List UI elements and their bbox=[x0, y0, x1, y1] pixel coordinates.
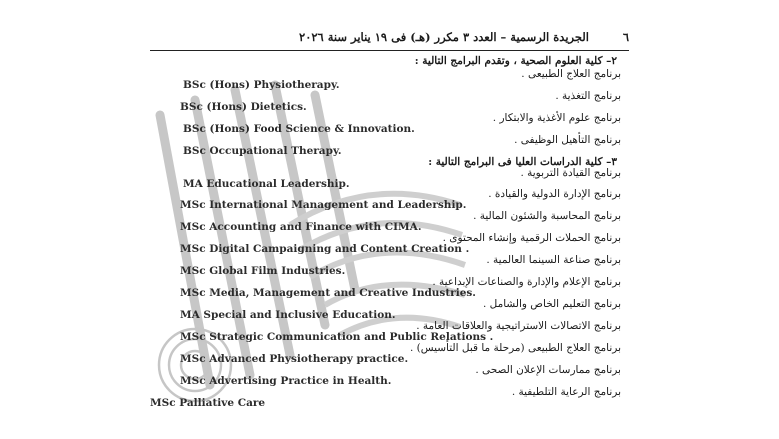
program-name-en: MA Educational Leadership. bbox=[183, 178, 350, 190]
program-name-en: BSc (Hons) Food Science & Innovation. bbox=[183, 123, 415, 135]
program-name-ar: برنامج العلاج الطبيعى (مرحلة ما قبل التأسيس) . bbox=[409, 342, 621, 354]
page-number: ٦ bbox=[622, 30, 629, 44]
program-name-ar: برنامج التعليم الخاص والشامل . bbox=[482, 298, 621, 310]
header-rule bbox=[150, 50, 629, 51]
program-name-en: MSc Advanced Physiotherapy practice. bbox=[180, 353, 409, 365]
section-heading: ٢– كلية العلوم الصحية ، وتقدم البرامج التالية : bbox=[414, 55, 617, 67]
program-name-en: BSc (Hons) Dietetics. bbox=[180, 101, 307, 113]
program-name-ar: برنامج الحملات الرقمية وإنشاء المحتوى . bbox=[442, 232, 621, 244]
program-name-ar: برنامج الإعلام والإدارة والصناعات الإبداعية . bbox=[432, 276, 621, 288]
program-name-en: BSc Occupational Therapy. bbox=[183, 145, 342, 157]
program-name-ar: برنامج التغذية . bbox=[555, 90, 621, 102]
program-name-ar: برنامج الاتصالات الاستراتيجية والعلاقات العامة . bbox=[416, 320, 621, 332]
gazette-title: الجريدة الرسمية – العدد ٣ مكرر (هـ) فى ١٩ يناير سنة ٢٠٢٦ bbox=[299, 30, 589, 44]
program-name-en: MSc Accounting and Finance with CIMA. bbox=[180, 221, 422, 233]
program-name-en: MA Special and Inclusive Education. bbox=[180, 309, 396, 321]
program-name-en: MSc Strategic Communication and Public Relations . bbox=[180, 331, 494, 343]
program-name-en: BSc (Hons) Physiotherapy. bbox=[183, 79, 340, 91]
program-name-en: MSc International Management and Leadership. bbox=[180, 199, 467, 211]
program-name-en: MSc Media, Management and Creative Industries. bbox=[180, 287, 476, 299]
program-name-ar: برنامج التأهيل الوظيفى . bbox=[514, 134, 621, 146]
program-name-ar: برنامج الإدارة الدولية والقيادة . bbox=[488, 188, 621, 200]
program-name-ar: برنامج القيادة التربوية . bbox=[520, 167, 621, 179]
program-name-ar: برنامج علوم الأغذية والابتكار . bbox=[492, 112, 621, 124]
program-name-en: MSc Global Film Industries. bbox=[180, 265, 346, 277]
program-name-ar: برنامج صناعة السينما العالمية . bbox=[486, 254, 621, 266]
section-heading: ٣– كلية الدراسات العليا فى البرامج التالية : bbox=[428, 156, 617, 168]
program-name-en: MSc Advertising Practice in Health. bbox=[180, 375, 392, 387]
program-name-ar: برنامج الرعاية التلطيفية . bbox=[511, 386, 621, 398]
program-name-ar: برنامج العلاج الطبيعى . bbox=[521, 68, 621, 80]
program-name-ar: برنامج ممارسات الإعلان الصحى . bbox=[475, 364, 621, 376]
program-name-ar: برنامج المحاسبة والشئون المالية . bbox=[473, 210, 621, 222]
page-header bbox=[150, 30, 629, 48]
program-name-en: MSc Palliative Care bbox=[150, 397, 266, 409]
program-name-en: MSc Digital Campaigning and Content Creation . bbox=[180, 243, 470, 255]
